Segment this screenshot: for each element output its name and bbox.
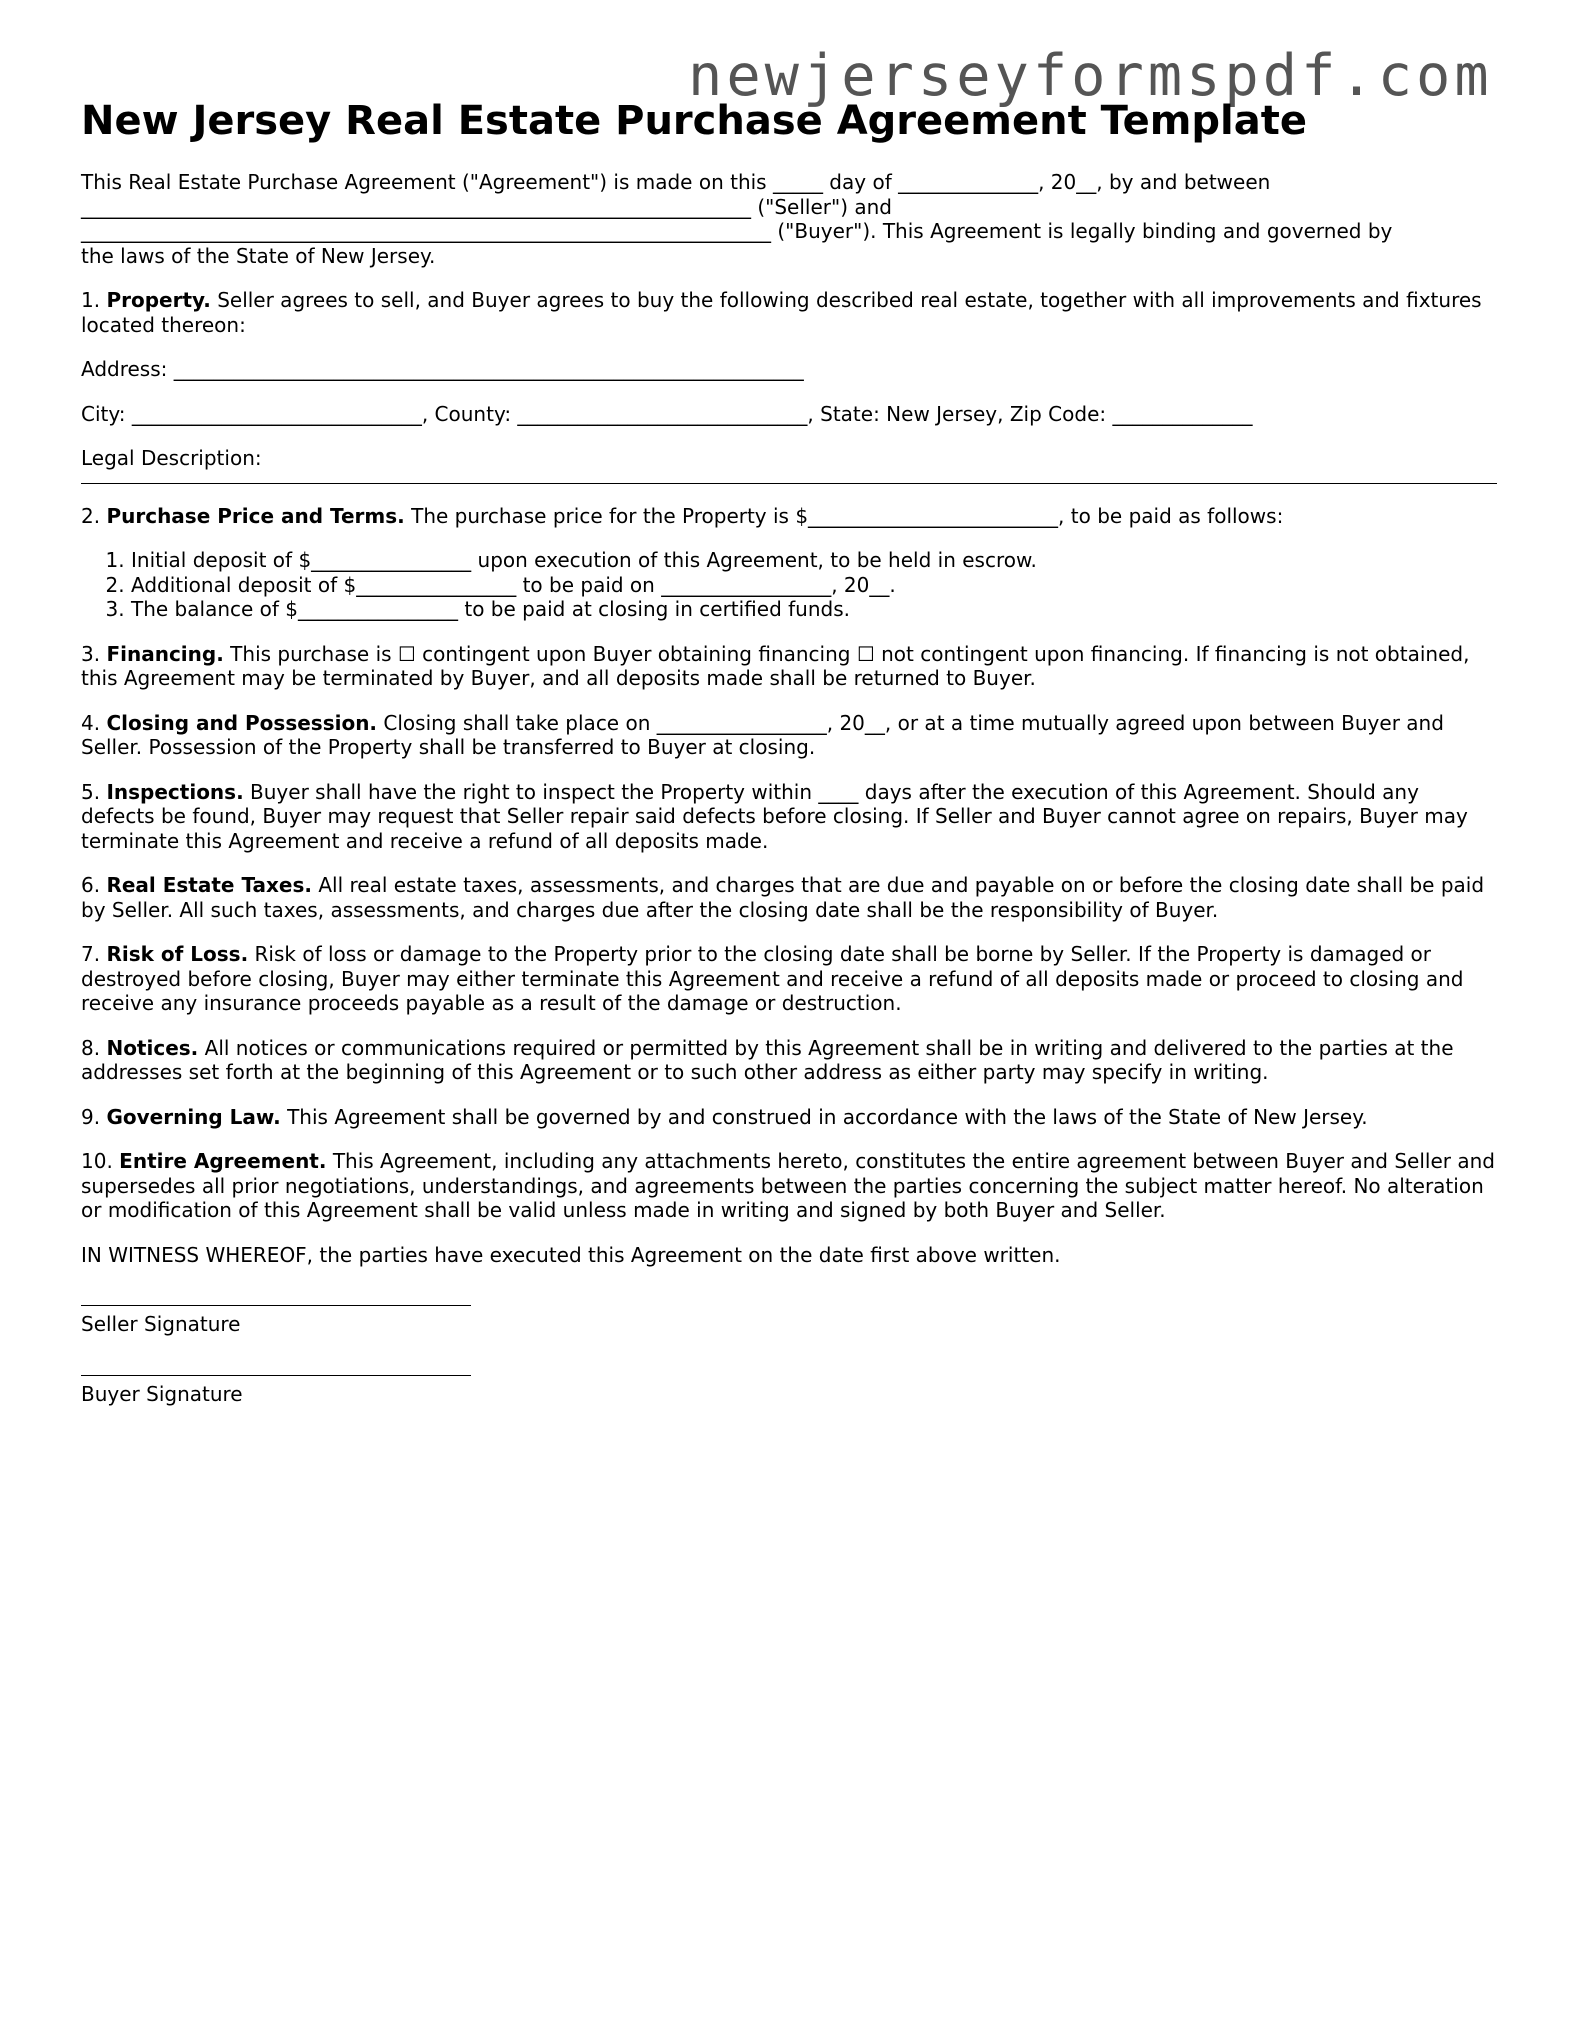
seller-signature-line[interactable] [81,1285,471,1306]
section-number: 9. [81,1104,101,1129]
section-financing [81,642,1497,691]
section-entire-agreement [81,1149,1497,1223]
seller-signature-block [81,1285,1497,1337]
section-heading: Property. [106,288,211,312]
watermark-text: newjerseyformspdf.com [688,43,1493,109]
section-number: 5. [81,779,101,804]
payment-terms-list [81,548,1497,622]
legal-description-line [81,471,1497,484]
list-item: 2. Additional deposit of $________________ to be paid on _________________, 20__. [131,573,1497,598]
section-property [81,288,1497,337]
section-text: Seller agrees to sell, and Buyer agrees to buy the following described real estate, together with all improvements and fixtures located thereon: [81,288,1482,337]
section-text: This Agreement, including any attachments hereto, constitutes the entire agreement between Buyer and Seller and supersedes all prior negotiations, understandings, and agreements between the parties concerning the subject matter hereof. No alteration or modification of this Agreement shall be valid unless made in writing and signed by both Buyer and Seller. [81,1149,1495,1222]
section-governing-law [81,1105,1497,1130]
witness-statement: IN WITNESS WHEREOF, the parties have executed this Agreement on the date first above written. [81,1242,1061,1267]
city-county-zip-field: City: _____________________________, County: _____________________________, State: New Jersey, Zip Code: ______________ [81,401,1253,426]
section-inspections [81,780,1497,854]
section-heading: Entire Agreement. [119,1149,327,1173]
section-heading: Inspections. [106,779,244,804]
legal-description-label: Legal Description: [81,446,262,470]
section-heading: Governing Law. [106,1104,281,1129]
intro-line: _____________________________________________________________________ ("Buyer"). This Agreement is legally binding and governed by [81,219,1393,243]
page-title: New Jersey Real Estate Purchase Agreement Template [81,98,1307,144]
section-number: 2. [81,503,101,528]
section-text: Closing shall take place on _________________, 20__, or at a time mutually agreed upon between Buyer and Seller. Possession of the Property shall be transferred to Buyer at closing. [81,710,1444,759]
section-text: Risk of loss or damage to the Property prior to the closing date shall be borne by Seller. If the Property is damaged or destroyed before closing, Buyer may either terminate this Agreement and receive a refund of all deposits made or proceed to closing and receive any insurance proceeds payable as a result of the damage or destruction. [81,942,1464,1015]
intro-line: the laws of the State of New Jersey. [81,243,436,268]
document-body [81,96,1497,1406]
section-heading: Financing. [106,641,224,666]
section-number: 7. [81,942,101,966]
section-taxes [81,873,1497,922]
section-closing [81,711,1497,760]
intro-paragraph [81,170,1497,268]
section-number: 3. [81,641,101,666]
section-text: All real estate taxes, assessments, and charges that are due and payable on or before the closing date shall be paid by Seller. All such taxes, assessments, and charges due after the closing date shall be the responsibility of Buyer. [81,873,1485,922]
address-field: Address: _______________________________________________________________ [81,357,804,381]
section-notices [81,1036,1497,1085]
section-text: All notices or communications required or permitted by this Agreement shall be in writing and delivered to the parties at the addresses set forth at the beginning of this Agreement or to such other address as either party may specify in writing. [81,1035,1454,1084]
buyer-signature-label: Buyer Signature [81,1381,243,1406]
section-text: This purchase is ☐ contingent upon Buyer obtaining financing ☐ not contingent upon financing. If financing is not obtained, this Agreement may be terminated by Buyer, and all deposits made shall be returned to Buyer. [81,641,1470,690]
list-item: 3. The balance of $________________ to be paid at closing in certified funds. [131,597,1497,622]
buyer-signature-line[interactable] [81,1355,471,1376]
section-heading: Closing and Possession. [106,710,378,735]
intro-line: This Real Estate Purchase Agreement ("Agreement") is made on this _____ day of ______________, 20__, by and between [81,170,1271,194]
section-purchase-price [81,504,1497,529]
section-heading: Risk of Loss. [106,942,249,966]
seller-signature-label: Seller Signature [81,1312,241,1336]
section-heading: Real Estate Taxes. [106,873,312,897]
section-number: 1. [81,288,101,312]
section-number: 4. [81,710,101,735]
section-heading: Purchase Price and Terms. [106,503,405,528]
section-number: 8. [81,1035,101,1060]
section-heading: Notices. [106,1035,199,1060]
section-number: 10. [81,1149,113,1173]
section-text: Buyer shall have the right to inspect the Property within ____ days after the execution of this Agreement. Should any defects be found, Buyer may request that Seller repair said defects before closing. If Seller and Buyer cannot agree on repairs, Buyer may terminate this Agreement and receive a refund of all deposits made. [81,779,1468,853]
buyer-signature-block [81,1355,1497,1407]
section-text: The purchase price for the Property is $_________________________, to be paid as follows: [411,503,1284,528]
section-risk-of-loss [81,942,1497,1016]
section-number: 6. [81,873,101,897]
section-text: This Agreement shall be governed by and construed in accordance with the laws of the State of New Jersey. [287,1104,1368,1129]
list-item: 1. Initial deposit of $________________ upon execution of this Agreement, to be held in escrow. [131,548,1497,573]
intro-line: ___________________________________________________________________ ("Seller") and [81,194,892,219]
